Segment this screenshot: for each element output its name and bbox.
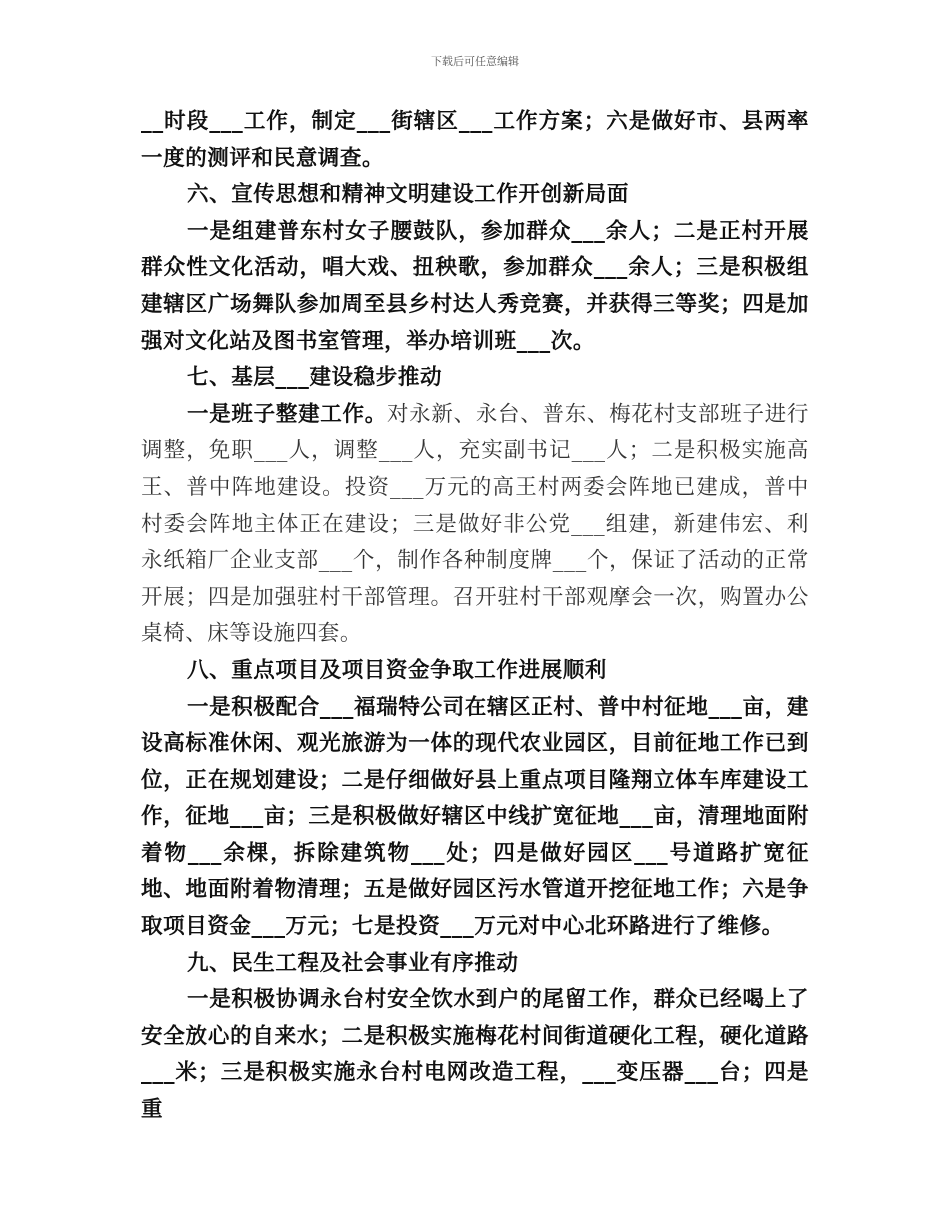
section-heading-9: 九、民生工程及社会事业有序推动 <box>187 950 519 976</box>
document-body <box>141 104 809 1129</box>
page-header: 下载后可任意编辑 <box>431 55 519 68</box>
section-heading-6: 六、宣传思想和精神文明建设工作开创新局面 <box>187 182 630 208</box>
paragraph-section-6: 一是组建普东村女子腰鼓队，参加群众___余人；二是正村开展群众性文化活动，唱大戏、扭秧歌，参加群众___余人；三是积极组建辖区广场舞队参加周至县乡村达人秀竞赛，并获得三等奖；四是加强对文化站及图书室管理，举办培训班___次。 <box>141 218 809 354</box>
paragraph-section-8: 一是积极配合___福瑞特公司在辖区正村、普中村征地___亩，建设高标准休闲、观光旅游为一体的现代农业园区，目前征地工作已到位，正在规划建设；二是仔细做好县上重点项目隆翔立体车库建设工作，征地___亩；三是积极做好辖区中线扩宽征地___亩，清理地面附着物___余棵，拆除建筑物___处；四是做好园区___号道路扩宽征地、地面附着物清理；五是做好园区污水管道开挖征地工作；六是争取项目资金___万元；七是投资___万元对中心北环路进行了维修。 <box>141 694 809 940</box>
paragraph-section-7-lead: 一是班子整建工作。 <box>187 401 387 427</box>
paragraph-section-7-body: 对永新、永台、普东、梅花村支部班子进行调整，免职___人，调整___人，充实副书记___人；二是积极实施高王、普中阵地建设。投资___万元的高王村两委会阵地已建成，普中村委会阵地主体正在建设；三是做好非公党___组建，新建伟宏、利永纸箱厂企业支部___个，制作各种制度牌___个，保证了活动的正常开展；四是加强驻村干部管理。召开驻村干部观摩会一次，购置办公桌椅、床等设施四套。 <box>141 401 809 647</box>
paragraph-continued: __时段___工作，制定___街辖区___工作方案；六是做好市、县两率一度的测评和民意调查。 <box>141 109 809 171</box>
section-heading-8: 八、重点项目及项目资金争取工作进展顺利 <box>187 657 607 683</box>
section-heading-7: 七、基层___建设稳步推动 <box>187 365 443 391</box>
paragraph-section-9: 一是积极协调永台村安全饮水到户的尾留工作，群众已经喝上了安全放心的自来水；二是积极实施梅花村间街道硬化工程，硬化道路___米；三是积极实施永台村电网改造工程，___变压器___台；四是重 <box>141 987 809 1123</box>
paragraph-section-7 <box>141 397 809 653</box>
